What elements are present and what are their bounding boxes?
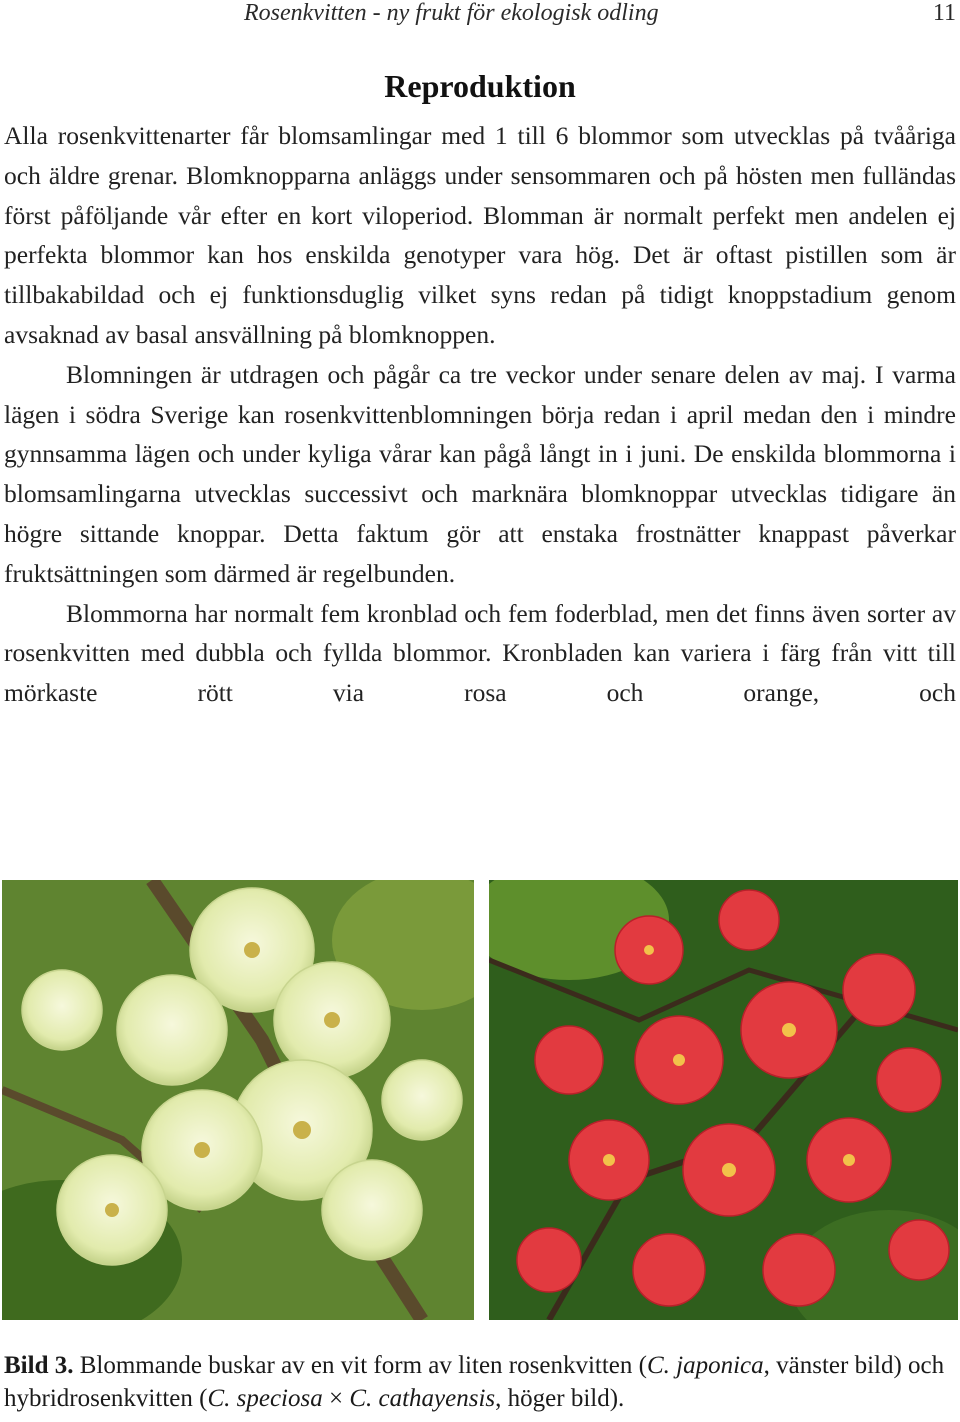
paragraph-1: Alla rosenkvittenarter får blomsamlingar med 1 till 6 blommor som utvecklas på tvååriga och äldre grenar. Blomknopparna anläggs under sensommaren och på hösten men fulländas först påföljande vår efter en kort viloperiod. Blomman är normalt perfekt men andelen ej perfekta blommor kan hos enskilda genotyper vara hög. Det är oftast pistillen som är tillbakabildad och ej funktionsduglig vilket syns redan på tidigt knoppstadium genom avsaknad av basal ansvällning på blomknoppen. xyxy=(4,121,956,349)
caption-species-2: C. speciosa xyxy=(207,1385,323,1412)
caption-text-1: Blommande buskar av en vit form av liten rosenkvitten ( xyxy=(73,1352,647,1379)
running-title: Rosenkvitten - ny frukt för ekologisk odling xyxy=(244,0,659,26)
caption-label: Bild 3. xyxy=(4,1352,74,1379)
figure-caption xyxy=(4,1349,956,1415)
caption-species-1: C. japonica xyxy=(646,1352,764,1379)
caption-cross: × xyxy=(322,1385,350,1412)
paragraph-3: Blommorna har normalt fem kronblad och fem foderblad, men det finns även sorter av rosenkvitten med dubbla och fyllda blommor. Kronbladen kan variera i färg från vitt till mörkaste rött via rosa och orange, och xyxy=(4,598,956,708)
section-heading: Reproduktion xyxy=(384,68,576,104)
body-text xyxy=(4,116,956,713)
caption-text-3: , höger bild). xyxy=(495,1385,625,1412)
paragraph-2: Blomningen är utdragen och pågår ca tre veckor under senare delen av maj. I varma lägen i södra Sverige kan rosenkvittenblomningen börja redan i april medan den i mindre gynnsamma lägen och under kyliga vårar kan pågå långt in i juni. De enskilda blommorna i blomsamlingarna utvecklas successivt och marknära blomknoppar utvecklas tidigare än högre sittande knoppar. Detta faktum gör att enstaka frostnätter knappast påverkar fruktsättningen som därmed är regelbunden. xyxy=(4,359,956,588)
page-number: 11 xyxy=(932,0,956,26)
caption-species-3: C. cathayensis xyxy=(349,1385,496,1412)
figure xyxy=(0,880,960,1320)
running-head xyxy=(0,0,960,34)
photo-red-quince xyxy=(489,880,958,1320)
caption-text-2: , vänster bild) och hybridrosenkvitten ( xyxy=(4,1352,945,1412)
photo-white-quince xyxy=(2,880,474,1320)
